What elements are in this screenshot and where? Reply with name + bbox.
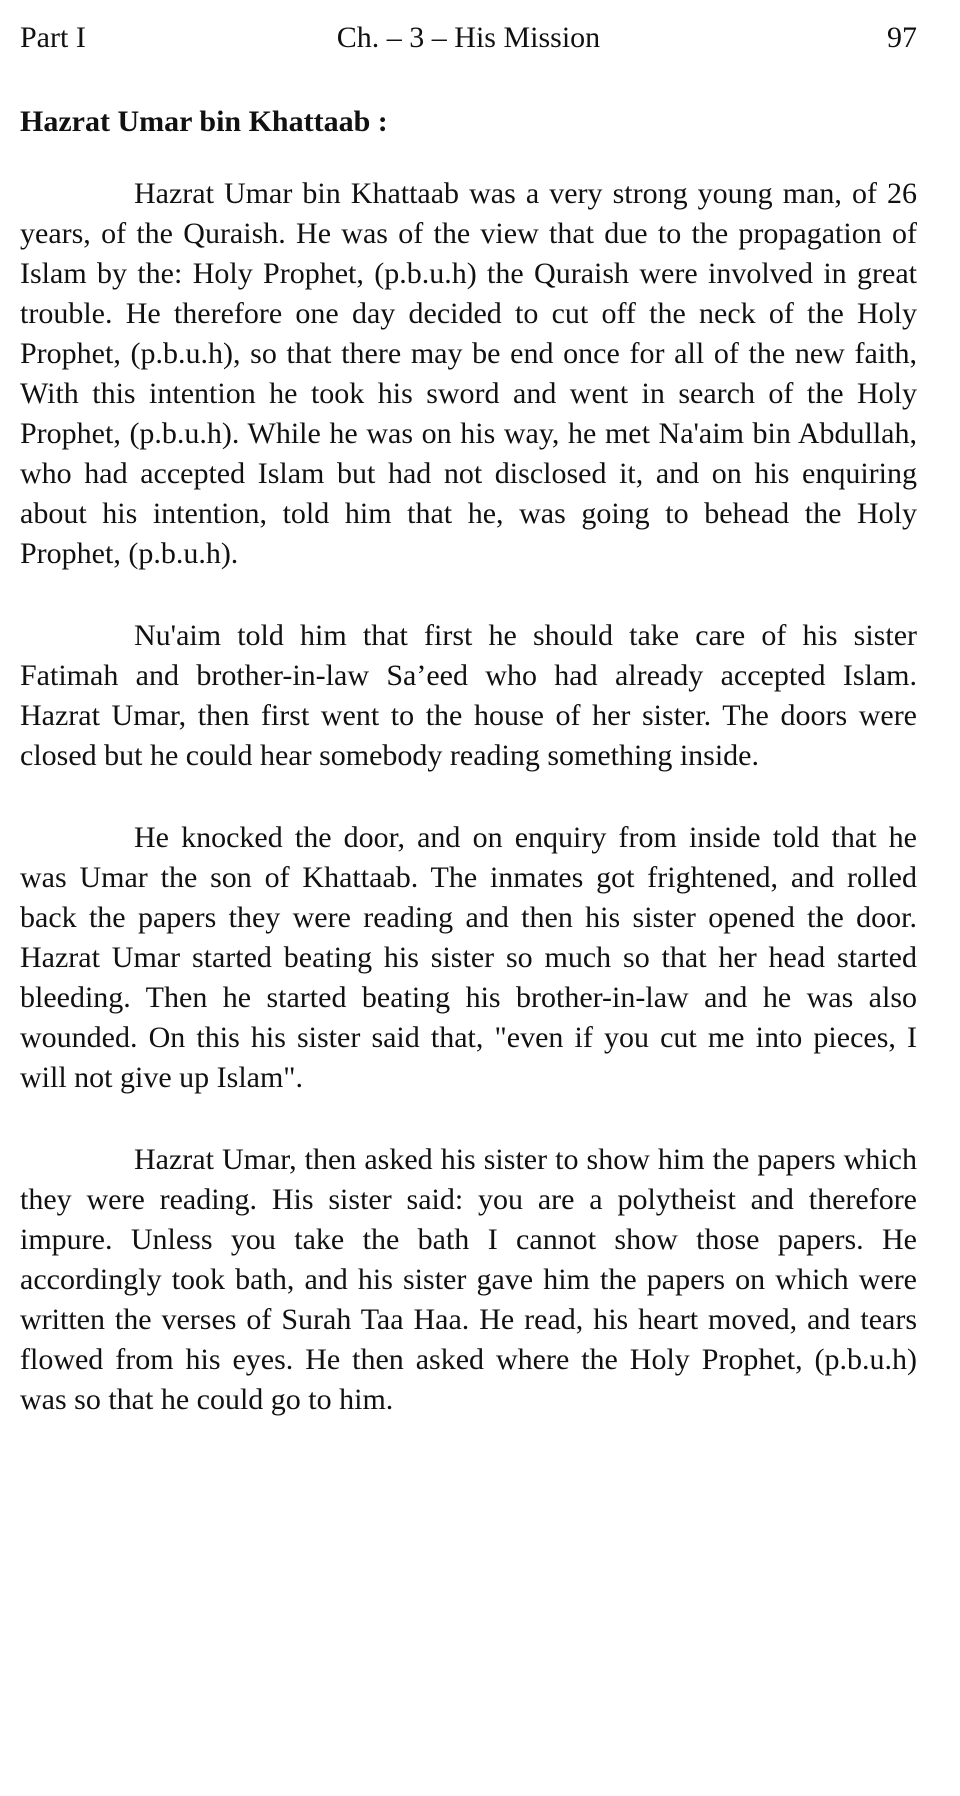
page-number: 97	[887, 21, 917, 54]
paragraph-1: Hazrat Umar bin Khattaab was a very strong young man, of 26 years, of the Quraish. He was of the view that due to the propagation of Islam by the: Holy Prophet, (p.b.u.h) the Quraish were involved in great trouble. He therefore one day decided to cut off the neck of the Holy Prophet, (p.b.u.h), so that there may be end once for all of the new faith, With this intention he took his sword and went in search of the Holy Prophet, (p.b.u.h). While he was on his way, he met Na'aim bin Abdullah, who had accepted Islam but had not disclosed it, and on his enquiring about his intention, told him that he, was going to behead the Holy Prophet, (p.b.u.h).	[20, 177, 917, 570]
part-label: Part I	[20, 21, 86, 54]
paragraph-4: Hazrat Umar, then asked his sister to show him the papers which they were reading. His sister said: you are a polytheist and therefore impure. Unless you take the bath I cannot show those papers. He accordingly took bath, and his sister gave him the papers on which were written the verses of Surah Taa Haa. He read, his heart moved, and tears flowed from his eyes. He then asked where the Holy Prophet, (p.b.u.h) was so that he could go to him.	[20, 1143, 917, 1416]
paragraph-3: He knocked the door, and on enquiry from inside told that he was Umar the son of Khattaab. The inmates got frightened, and rolled back the papers they were reading and then his sister opened the door. Hazrat Umar started beating his sister so much so that her head started bleeding. Then he started beating his brother-in-law and he was also wounded. On this his sister said that, "even if you cut me into pieces, I will not give up Islam".	[20, 821, 917, 1094]
section-heading: Hazrat Umar bin Khattaab :	[20, 105, 388, 138]
running-header	[20, 18, 917, 58]
chapter-title: Ch. – 3 – His Mission	[336, 21, 601, 54]
paragraph-2: Nu'aim told him that first he should take care of his sister Fatimah and brother-in-law Sa’eed who had already accepted Islam. Hazrat Umar, then first went to the house of her sister. The doors were closed but he could hear somebody reading something inside.	[20, 619, 917, 772]
page-body	[20, 100, 917, 1420]
